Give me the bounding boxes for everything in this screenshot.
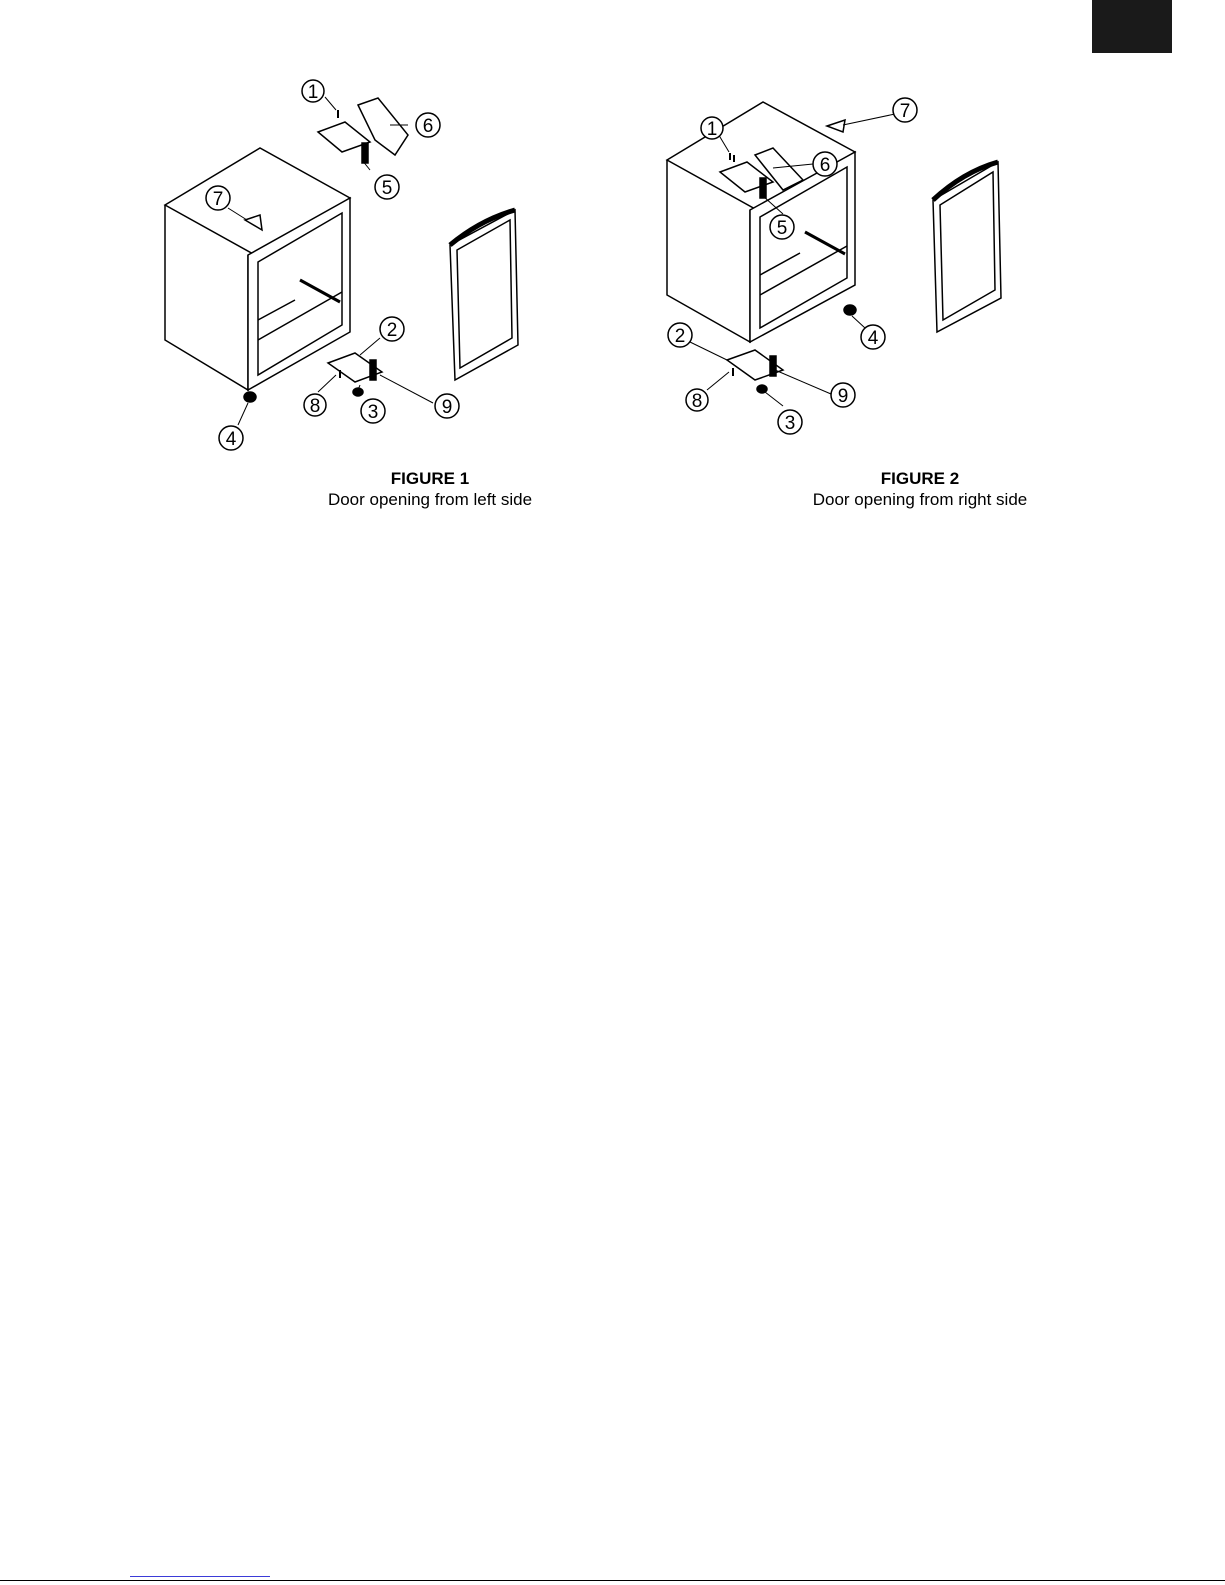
callout-label-8: 8 <box>691 391 703 412</box>
figure-2-subtitle: Door opening from right side <box>812 490 1028 509</box>
footer-rule <box>0 1580 1225 1581</box>
callout-label-4: 4 <box>225 429 237 450</box>
callout-label-5: 5 <box>776 218 788 239</box>
figure-2-diagram <box>655 80 1055 460</box>
callout-label-4: 4 <box>867 328 879 349</box>
callout-label-1: 1 <box>706 119 718 140</box>
callout-label-6: 6 <box>422 116 434 137</box>
callout-label-2: 2 <box>386 320 398 341</box>
figure-1-subtitle: Door opening from left side <box>327 490 533 509</box>
callout-label-6: 6 <box>819 155 831 176</box>
page-corner-tab <box>1092 0 1172 53</box>
callout-label-9: 9 <box>441 397 453 418</box>
footer-link-underline <box>130 1576 270 1577</box>
callout-label-7: 7 <box>899 101 911 122</box>
figure-1-caption <box>270 468 590 511</box>
callout-label-1: 1 <box>307 82 319 103</box>
callout-label-8: 8 <box>309 396 321 417</box>
figure-2-title: FIGURE 2 <box>880 469 960 488</box>
callout-label-7: 7 <box>212 189 224 210</box>
figure-1-diagram <box>150 70 550 460</box>
callout-label-3: 3 <box>784 413 796 434</box>
callout-label-5: 5 <box>381 178 393 199</box>
figure-2-caption <box>760 468 1080 511</box>
figure-1-title: FIGURE 1 <box>390 469 470 488</box>
callout-label-3: 3 <box>367 402 379 423</box>
callout-label-9: 9 <box>837 386 849 407</box>
callout-label-2: 2 <box>674 326 686 347</box>
